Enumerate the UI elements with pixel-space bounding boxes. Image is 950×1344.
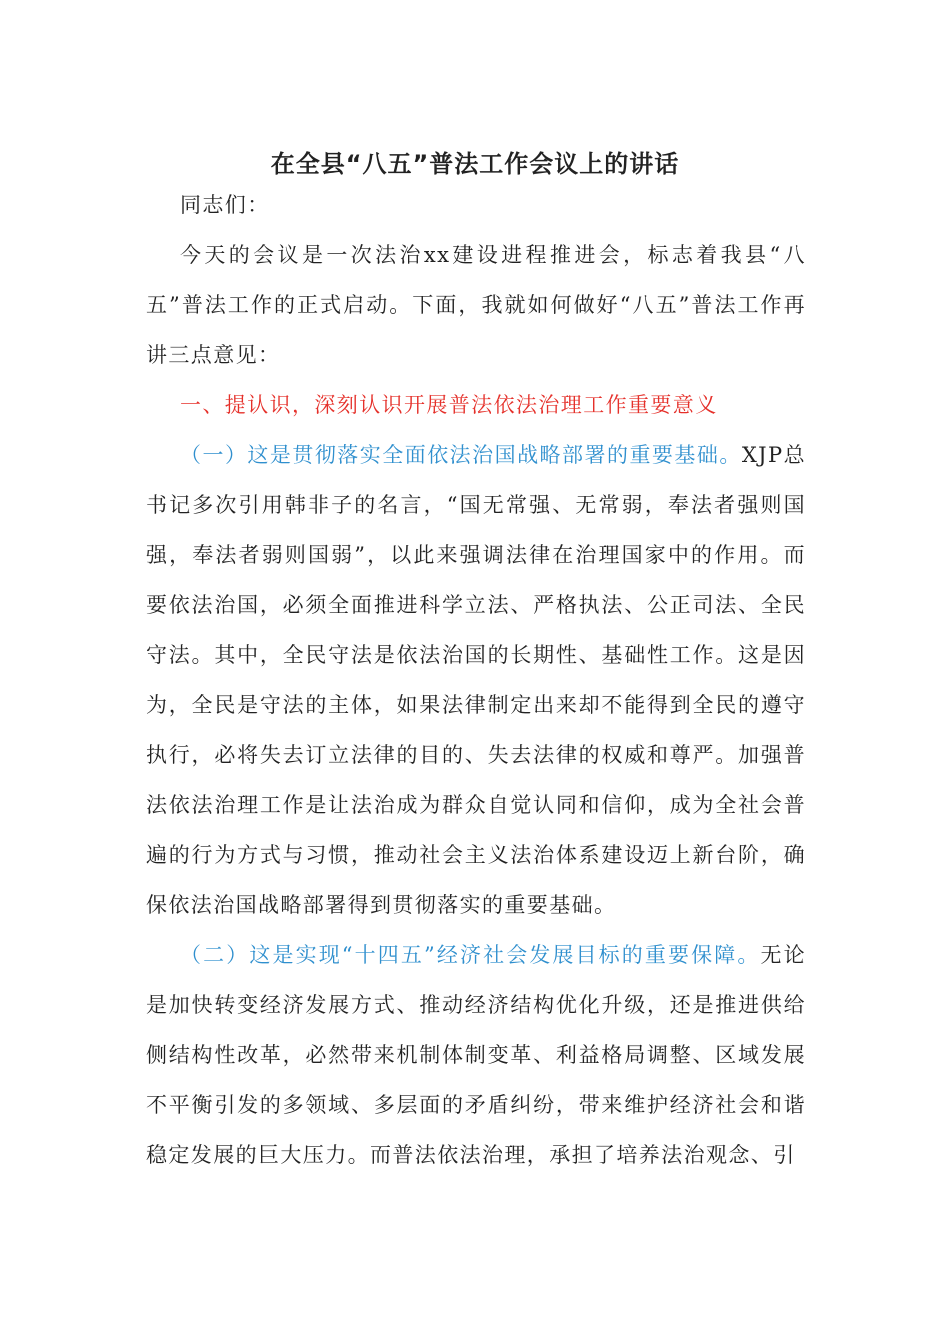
point-2-paragraph bbox=[146, 930, 806, 1180]
point-2-heading: （二）这是实现“十四五”经济社会发展目标的重要保障。 bbox=[180, 943, 761, 967]
point-2-body: 无论是加快转变经济发展方式、推动经济结构优化升级，还是推进供给侧结构性改革，必然带来机制体制变革、利益格局调整、区域发展不平衡引发的多领域、多层面的矛盾纠纷，带来维护经济社会和谐稳定发展的巨大压力。而普法依法治理，承担了培养法治观念、引 bbox=[146, 943, 806, 1167]
document-body bbox=[146, 180, 806, 1180]
section-heading-1: 一、提认识，深刻认识开展普法依法治理工作重要意义 bbox=[180, 393, 718, 417]
document-title: 在全县“八五”普法工作会议上的讲话 bbox=[270, 150, 680, 178]
greeting: 同志们： bbox=[180, 193, 270, 217]
point-1-body: XJP总书记多次引用韩非子的名言，“国无常强、无常弱，奉法者强则国强，奉法者弱则国弱”，以此来强调法律在治理国家中的作用。而要依法治国，必须全面推进科学立法、严格执法、公正司法、全民守法。其中，全民守法是依法治国的长期性、基础性工作。这是因为，全民是守法的主体，如果法律制定出来却不能得到全民的遵守执行，必将失去订立法律的目的、失去法律的权威和尊严。加强普法依法治理工作是让法治成为群众自觉认同和信仰，成为全社会普遍的行为方式与习惯，推动社会主义法治体系建设迈上新台阶，确保依法治国战略部署得到贯彻落实的重要基础。 bbox=[146, 443, 806, 917]
point-1-heading: （一）这是贯彻落实全面依法治国战略部署的重要基础。 bbox=[180, 443, 742, 467]
intro-paragraph: 今天的会议是一次法治xx建设进程推进会，标志着我县“八五”普法工作的正式启动。下面，我就如何做好“八五”普法工作再讲三点意见： bbox=[146, 243, 806, 367]
point-1-paragraph bbox=[146, 430, 806, 930]
